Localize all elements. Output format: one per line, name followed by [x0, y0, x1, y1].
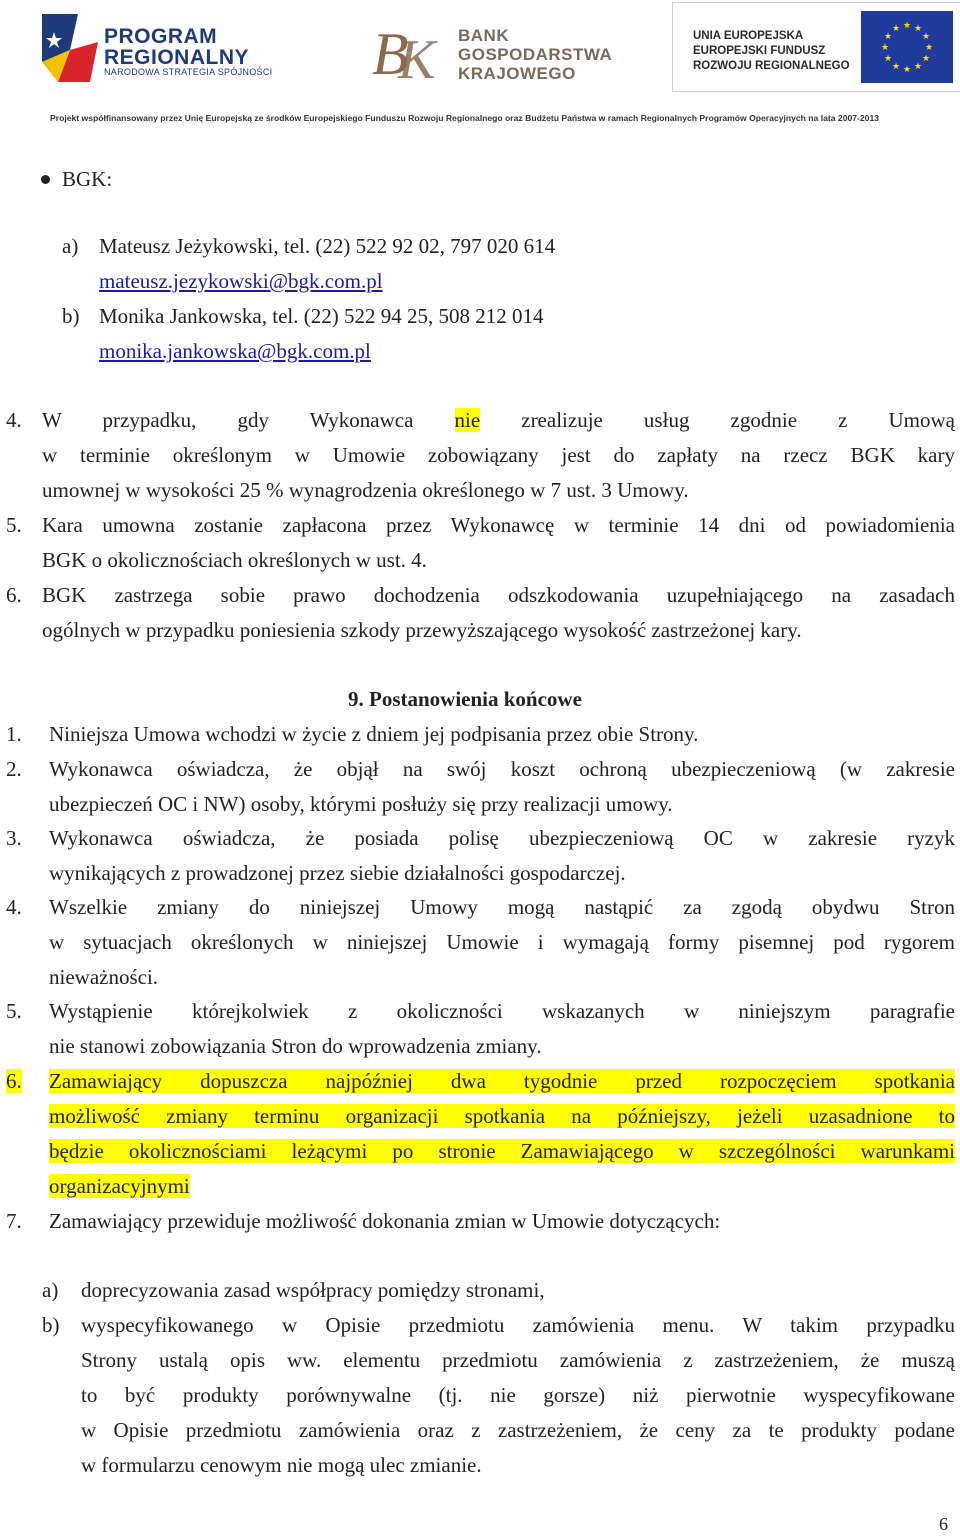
svg-text:★: ★ — [883, 32, 893, 42]
svg-text:★: ★ — [891, 62, 901, 72]
svg-text:★: ★ — [913, 62, 923, 72]
sub-item-a-text: doprecyzowania zasad współpracy pomiędzy stronami, — [81, 1278, 545, 1302]
contact-b-marker: b) — [62, 304, 80, 328]
sub-item-b-line-2: Strony ustalą opis ww. elementu przedmiotu zamówienia z zastrzeżeniem, że muszą — [81, 1348, 955, 1372]
highlight-nie: nie — [454, 408, 481, 432]
s9-point-5-number: 5. — [6, 999, 22, 1023]
s9-point-3-line-2: wynikających z prowadzonej przez siebie działalności gospodarczej. — [49, 861, 626, 885]
eu-fund-logo — [672, 2, 960, 92]
sub-item-b-line-4: w Opisie przedmiotu zamówienia oraz z zastrzeżeniem, że ceny za te produkty podane — [81, 1418, 955, 1442]
s9-point-2-text — [49, 752, 955, 822]
point-5-line-2: BGK o okolicznościach określonych w ust. 4. — [42, 548, 427, 572]
program-regionalny-logo — [40, 12, 300, 87]
point-4-text — [42, 403, 955, 508]
s9-point-6-number: 6. — [6, 1069, 22, 1093]
point-4-number: 4. — [6, 408, 22, 432]
bgk-monogram-icon — [370, 18, 450, 88]
contact-a-marker: a) — [62, 234, 79, 258]
sub-item-b-text — [81, 1308, 955, 1483]
s9-point-5-text — [49, 994, 955, 1064]
svg-text:★: ★ — [880, 43, 890, 53]
point-6-line-1: BGK zastrzega sobie prawo dochodzenia odszkodowania uzupełniającego na zasadach — [42, 583, 955, 607]
s9-point-4-line-2: w sytuacjach określonych w niniejszej Umowie i wymagają formy pisemnej pod rygorem — [49, 930, 955, 954]
sub-item-b-marker: b) — [42, 1313, 60, 1337]
point-4-line-1: W przypadku, gdy Wykonawca nie zrealizuje usług zgodnie z Umową — [42, 408, 955, 432]
s9-point-1-text: Niniejsza Umowa wchodzi w życie z dniem jej podpisania przez obie Strony. — [49, 722, 699, 746]
s9-point-2-line-1: Wykonawca oświadcza, że objął na swój koszt ochroną ubezpieczeniową (w zakresie — [49, 757, 955, 781]
point-6-line-2: ogólnych w przypadku poniesienia szkody przewyższającego wysokość zastrzeżonej kary. — [42, 618, 802, 642]
point-6-number: 6. — [6, 583, 22, 607]
s9-point-2-number: 2. — [6, 757, 22, 781]
s9-point-6-line-1: Zamawiający dopuszcza najpóźniej dwa tygodnie przed rozpoczęciem spotkania — [49, 1069, 955, 1093]
svg-text:★: ★ — [883, 54, 893, 64]
eu-flag-icon — [861, 11, 953, 83]
svg-text:★: ★ — [902, 21, 912, 31]
svg-text:K: K — [398, 29, 436, 88]
s9-point-1-number: 1. — [6, 722, 22, 746]
page-number: 6 — [939, 1514, 948, 1534]
document-header — [0, 0, 960, 130]
sub-item-b-line-1: wyspecyfikowanego w Opisie przedmiotu zamówienia menu. W takim przypadku — [81, 1313, 955, 1337]
contact-b-details: Monika Jankowska, tel. (22) 522 94 25, 508 212 014 — [99, 304, 544, 328]
s9-point-7-text: Zamawiający przewiduje możliwość dokonania zmian w Umowie dotyczących: — [49, 1209, 721, 1233]
svg-text:★: ★ — [913, 24, 923, 34]
sub-item-a-marker: a) — [42, 1278, 59, 1302]
s9-point-4-number: 4. — [6, 895, 22, 919]
point-6-text — [42, 578, 955, 648]
cofunding-statement: Projekt współfinansowany przez Unię Europejską ze środków Europejskiego Funduszu Rozwoju Regionalnego oraz Budżetu Państwa w ramach Regionalnych Programów Operacyjnych na lata 2007-2013 — [50, 113, 880, 123]
point-5-text — [42, 508, 955, 578]
contact-a-details: Mateusz Jeżykowski, tel. (22) 522 92 02, 797 020 614 — [99, 234, 556, 258]
s9-point-6-line-3: będzie okolicznościami leżącymi po stronie Zamawiającego w szczególności warunkami — [49, 1139, 955, 1163]
bullet-icon — [41, 175, 50, 184]
point-5-number: 5. — [6, 513, 22, 537]
s9-point-7-number: 7. — [6, 1209, 22, 1233]
s9-point-4-line-1: Wszelkie zmiany do niniejszej Umowy mogą nastąpić za zgodą obydwu Stron — [49, 895, 955, 919]
s9-point-4-line-3: nieważności. — [49, 965, 159, 989]
bgk-section-title: BGK: — [62, 167, 113, 191]
sub-item-b-line-3: to być produkty porównywalne (tj. nie gorsze) niż pierwotnie wyspecyfikowane — [81, 1383, 955, 1407]
s9-point-6-line-2: możliwość zmiany terminu organizacji spotkania na późniejszy, jeżeli uzasadnione to — [49, 1104, 955, 1128]
program-regionalny-subtitle: NARODOWA STRATEGIA SPÓJNOŚCI — [104, 67, 273, 77]
s9-point-3-number: 3. — [6, 826, 22, 850]
eu-fund-name: UNIA EUROPEJSKA EUROPEJSKI FUNDUSZ ROZWOJU REGIONALNEGO — [693, 30, 850, 72]
svg-text:★: ★ — [921, 54, 931, 64]
section-9-heading: 9. Postanowienia końcowe — [348, 687, 582, 711]
s9-point-4-text — [49, 890, 955, 995]
s9-point-5-line-1: Wystąpienie którejkolwiek z okoliczności wskazanych w niniejszym paragrafie — [49, 999, 955, 1023]
s9-point-5-line-2: nie stanowi zobowiązania Stron do wprowadzenia zmiany. — [49, 1034, 542, 1058]
program-regionalny-emblem-icon — [40, 12, 100, 84]
point-5-line-1: Kara umowna zostanie zapłacona przez Wykonawcę w terminie 14 dni od powiadomienia — [42, 513, 955, 537]
point-4-line-3: umownej w wysokości 25 % wynagrodzenia określonego w 7 ust. 3 Umowy. — [42, 478, 689, 502]
svg-text:★: ★ — [921, 32, 931, 42]
point-4-line-2: w terminie określonym w Umowie zobowiązany jest do zapłaty na rzecz BGK kary — [42, 443, 955, 467]
bgk-name: BANK GOSPODARSTWA KRAJOWEGO — [458, 26, 613, 83]
svg-text:★: ★ — [891, 24, 901, 34]
svg-text:★: ★ — [902, 65, 912, 75]
bgk-logo — [370, 18, 630, 88]
s9-point-3-line-1: Wykonawca oświadcza, że posiada polisę ubezpieczeniową OC w zakresie ryzyk — [49, 826, 955, 850]
s9-point-6-line-4: organizacyjnymi — [49, 1174, 190, 1198]
contact-a-email-link[interactable]: mateusz.jezykowski@bgk.com.pl — [99, 269, 383, 293]
contact-b-email-link[interactable]: monika.jankowska@bgk.com.pl — [99, 339, 371, 363]
sub-item-b-line-5: w formularzu cenowym nie mogą ulec zmianie. — [81, 1453, 482, 1477]
s9-point-2-line-2: ubezpieczeń OC i NW) osoby, którymi posłuży się przy realizacji umowy. — [49, 792, 673, 816]
program-regionalny-title: PROGRAM REGIONALNY — [104, 25, 250, 69]
svg-text:★: ★ — [924, 43, 934, 53]
s9-point-3-text — [49, 821, 955, 891]
s9-point-6-text — [49, 1064, 955, 1204]
svg-text:B: B — [372, 21, 409, 87]
